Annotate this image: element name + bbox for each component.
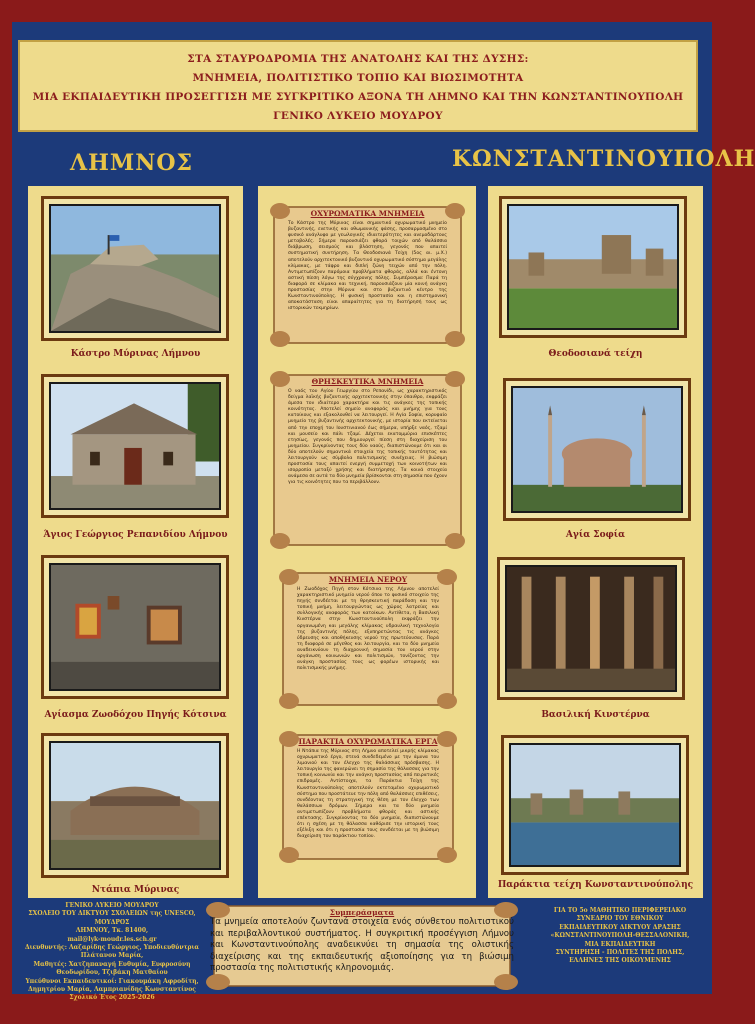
conclusion-scroll bbox=[204, 900, 520, 992]
photo-basilica-cistern bbox=[505, 565, 677, 692]
caption-coastal-walls: Παράκτια τείχη Κωνσταντινούπολης bbox=[497, 880, 694, 890]
hagia-sophia-image bbox=[513, 388, 681, 511]
conference-info-line: ΕΚΠΑΙΔΕΥΤΙΚΟΥ ΔΙΚΤΥΟΥ ΔΡΑΣΗΣ bbox=[559, 923, 681, 931]
school-info-line: Δημητρίου Μαρία, Λαμπριανίδης Κωνσταντίνος bbox=[28, 986, 196, 994]
photo-hagia-sophia bbox=[511, 386, 683, 513]
photo-card-hagia-sophia bbox=[503, 378, 691, 521]
photo-card-basilica-cistern bbox=[497, 557, 685, 700]
scroll-content bbox=[288, 377, 447, 543]
school-info bbox=[22, 902, 202, 1003]
scroll-water bbox=[275, 565, 461, 713]
school-info-line: Διευθυντής: Λαζαρίδης Γεώργιος, Υποδιευθύντρια Πλάτανου Μαρία, bbox=[24, 944, 200, 960]
school-info-line: Μαθητές: Χατζηπαναγή Ευθυμία, Ευφροσύνη Θεοδωρίδου, Τζιβάκη Ματθαίου bbox=[33, 960, 191, 977]
photo-card-myrina-castle bbox=[41, 196, 229, 341]
scroll-religious bbox=[266, 367, 469, 553]
conference-info-line: ΜΙΑ ΕΚΠΑΙΔΕΥΤΙΚΗ bbox=[584, 940, 656, 948]
conference-info bbox=[528, 907, 712, 966]
scroll-content bbox=[288, 209, 447, 341]
sea-walls-image bbox=[511, 745, 679, 865]
header-line-4: ΓΕΝΙΚΟ ΛΥΚΕΙΟ ΜΟΥΔΡΟΥ bbox=[273, 110, 443, 122]
conference-info-line: ΣΥΝΤΗΡΗΣΗ - ΠΟΛΙΤΕΣ ΤΗΣ ΠΟΛΗΣ, bbox=[555, 949, 685, 957]
photo-zoodochos-pigi bbox=[49, 563, 221, 691]
scroll-title: ΜΝΗΜΕΙΑ ΝΕΡΟΥ bbox=[328, 575, 408, 584]
scroll-body: Το Κάστρο της Μύρινας είναι σημαντικό οχυρωματικό μνημείο βυζαντινής, ενετικής και οθωμανικής φάσης, προσαρμοσμένο στο φυσικό ανάγλυφο με γεωλογικές ιδιαιτερότητες και ανεμοδάρτους μεταβολές. Σήμερα παρουσιάζει φθορά τοιχών από θαλάσσια διάβρωση, σεισμούς και βλάστηση, γεγονός που απαιτεί συστηματική συντήρηση. Τα Θεοδοσιανά Τείχη (5ος αι. μ.Χ.) αποτελούν αρχιτεκτονικό βυζαντινό οχυρωματικό σύστημα μεγάλης κλίμακας, με τάφρο και διπλή ζώνη τειχών από την πόλη. Αντιμετωπίζουν παρόμοια προβλήματα φθοράς, αλλά και έντονη αστική πίεση λόγω της σύγχρονης πόλης. Συμπέρασμα: Παρά τη διαφορά σε κλίμακα και τεχνική, παρουσιάζουν μία κοινή ανάγκη προστασίας στην Μύρινα και στο βυζαντινό κέντρο της Κωνσταντινούπολης. Η φυσική προστασία και η επιστημονική αποκατάσταση είναι απαραίτητες για τη διατήρησή τους ως ιστορικών τεκμηρίων. bbox=[288, 221, 447, 312]
caption-basilica-cistern: Βασιλική Κινστέρνα bbox=[541, 710, 650, 720]
caption-hagia-sophia: Αγία Σοφία bbox=[565, 530, 626, 540]
photo-card-agios-georgios bbox=[41, 374, 229, 518]
castle-image bbox=[51, 206, 219, 331]
scroll-title: ΠΑΡΑΚΤΙΑ ΟΧΥΡΩΜΑΤΙΚΑ ΕΡΓΑ bbox=[298, 737, 438, 746]
ruins-image bbox=[51, 743, 219, 868]
school-info-line: ΓΕΝΙΚΟ ΛΥΚΕΙΟ ΜΟΥΔΡΟΥ bbox=[65, 902, 159, 909]
scroll-content bbox=[297, 737, 439, 857]
school-info-line: ΛΗΜΝΟΥ, Τκ. 81400, bbox=[75, 927, 149, 935]
scroll-body: Η Ντάπια της Μύρινας στη Λήμνο αποτελεί μικρής κλίμακας οχυρωματικό έργο, στενά συνδεδεμένο με την άμυνα του λιμανιού και τον έλεγχο της θαλάσσιας πρόσβασης. Η λειτουργία της φανερώνει τη σημασία της θάλασσας για την τοπική κοινωνία και την ανάγκη προστασίας από πειρατικές επιδρομές. Αντίστοιχα, τα Παράκτια Τείχη της Κωνσταντινούπολης αποτελούν εκτεταμένο οχυρωματικό σύστημα που προστάτευε την πόλη από θαλάσσιες επιθέσεις, συνδέοντας τη στρατηγική της θέση με τον έλεγχο των θαλάσσιων δρόμων. Σήμερα και τα δύο μνημεία αντιμετωπίζουν προβλήματα φθοράς και αστικής επέκτασης. Συγκρίνοντας τα δύο μνημεία, διαπιστώνουμε ότι η σχέση με τη θάλασσα καθόρισε την ιστορική τους εξέλιξη και ότι η προστασία τους συνδέεται με τη βιώσιμη διαχείριση του παράκτιου τοπίου. bbox=[297, 749, 439, 840]
caption-theodosian-walls: Θεοδοσιανά τείχη bbox=[548, 349, 643, 359]
photo-card-theodosian-walls bbox=[499, 196, 687, 338]
header-line-3: ΜΙΑ ΕΚΠΑΙΔΕΥΤΙΚΗ ΠΡΟΣΕΓΓΙΣΗ ΜΕ ΣΥΓΚΡΙΤΙΚΟ ΑΞΟΝΑ ΤΗ ΛΗΜΝΟ ΚΑΙ ΤΗΝ ΚΩΝΣΤΑΝΤΙΝΟΥΠΟΛΗ bbox=[32, 91, 684, 103]
caption-dapia-myrinas: Ντάπια Μύρινας bbox=[91, 885, 180, 895]
photo-coastal-walls bbox=[509, 743, 681, 867]
scroll-coastal bbox=[275, 727, 461, 867]
cistern-image bbox=[507, 567, 675, 690]
conference-info-line: ΕΛΛΗΝΕΣ ΤΗΣ ΟΙΚΟΥΜΕΝΗΣ bbox=[569, 957, 671, 965]
caption-myrina-castle: Κάστρο Μύρινας Λήμνου bbox=[70, 349, 201, 359]
chapel-interior-image bbox=[51, 565, 219, 689]
photo-agios-georgios bbox=[49, 382, 221, 510]
conclusion-content bbox=[210, 908, 514, 986]
photo-card-dapia-myrinas bbox=[41, 733, 229, 878]
conclusion-body: Τα μνημεία αποτελούν ζωντανά στοιχεία ενός σύνθετου πολιτιστικού και περιβαλλοντικού συστήματος. Η συγκριτική προσέγγιση Λήμνου και Κωνσταντινούπολης αναδεικνύει τη σημασία της ολιστικής διαχείρισης και της εκπαιδευτικής αξιοποίησης για τη βιώσιμη προστασία της πολιτιστικής κληρονομιάς. bbox=[210, 917, 514, 973]
school-info-line: ΣΧΟΛΕΙΟ ΤΟΥ ΔΙΚΤΥΟΥ ΣΧΟΛΕΙΩΝ της UNESCO, ΜΟΥΔΡΟΣ bbox=[28, 910, 196, 926]
photo-dapia-myrinas bbox=[49, 741, 221, 870]
church-image bbox=[51, 384, 219, 508]
caption-zoodochos-pigi: Αγίασμα Ζωοδόχου Πηγής Κότσινα bbox=[44, 710, 227, 720]
photo-myrina-castle bbox=[49, 204, 221, 333]
photo-theodosian-walls bbox=[507, 204, 679, 330]
lemnos-title: ΛΗΜΝΟΣ bbox=[70, 150, 194, 176]
scroll-title: ΘΡΗΣΚΕΥΤΙΚΑ ΜΝΗΜΕΙΑ bbox=[311, 377, 424, 386]
caption-agios-georgios: Άγιος Γεώργιος Ρεπανιδίου Λήμνου bbox=[43, 530, 228, 540]
conference-info-line: «ΚΩΝΣΤΑΝΤΙΝΟΥΠΟΛΗ-ΘΕΣΣΑΛΟΝΙΚΗ, bbox=[550, 932, 690, 940]
school-info-line: mail@lyk-moudr.les.sch.gr bbox=[67, 935, 157, 943]
school-info-line: Υπεύθυνοι Εκπαιδευτικοί: Γιακουμάκη Αφροδίτη, bbox=[25, 977, 199, 985]
conclusion-title: Συμπεράσματα bbox=[329, 908, 395, 917]
school-info-line: Σχολικό Έτος 2025-2026 bbox=[69, 994, 155, 1002]
scroll-fortifications bbox=[266, 199, 469, 351]
poster-header bbox=[18, 40, 698, 132]
constantinople-title: ΚΩΝΣΤΑΝΤΙΝΟΥΠΟΛΗ bbox=[452, 146, 755, 172]
photo-card-coastal-walls bbox=[501, 735, 689, 875]
scroll-content bbox=[297, 575, 439, 703]
scroll-body: Η Ζωοδόχος Πηγή στον Κότσινα της Λήμνου αποτελεί χαρακτηριστικό μνημείο νερού όπου το φυσικό στοιχείο της πηγής συνδέεται με τη θρησκευτική παράδοση και την τοπική μνήμη, λειτουργώντας ως χώρος λατρείας και συλλογικής αναφοράς των κατοίκων. Αντίθετα, η Βασιλική Κινστέρνα στην Κωνσταντινούπολη εκφράζει την οργανωμένη και μεγάλης κλίμακας υδραυλική τεχνολογία της βυζαντινής πόλης, εξυπηρετώντας τις ανάγκες ύδρευσης και αποθήκευσης νερού της πρωτεύουσας. Παρά τη διαφορά σε μέγεθος και λειτουργία, και τα δύο μνημεία αναδεικνύουν τη διαχρονική σημασία του νερού στην οργάνωση κοινωνιών και πολιτισμών, τονίζοντας την ανάγκη προστασίας τους ως φορέων ιστορικής και πολιτισμικής μνήμης. bbox=[297, 587, 439, 672]
conference-info-line: ΓΙΑ ΤΟ 5ο ΜΑΘΗΤΙΚΟ ΠΕΡΙΦΕΡΕΙΑΚΟ bbox=[553, 907, 687, 914]
walls-image bbox=[509, 206, 677, 328]
header-line-2: ΜΝΗΜΕΙΑ, ΠΟΛΙΤΙΣΤΙΚΟ ΤΟΠΙΟ ΚΑΙ ΒΙΩΣΙΜΟΤΗΤΑ bbox=[192, 72, 524, 84]
scroll-title: ΟΧΥΡΩΜΑΤΙΚΑ ΜΝΗΜΕΙΑ bbox=[310, 209, 425, 218]
photo-card-zoodochos-pigi bbox=[41, 555, 229, 699]
header-line-1: ΣΤΑ ΣΤΑΥΡΟΔΡΟΜΙΑ ΤΗΣ ΑΝΑΤΟΛΗΣ ΚΑΙ ΤΗΣ ΔΥΣΗΣ: bbox=[187, 53, 529, 65]
conference-info-line: ΣΥΝΕΔΡΙΟ ΤΟΥ ΕΘΝΙΚΟΥ bbox=[576, 915, 664, 923]
scroll-body: Ο ναός του Αγίου Γεωργίου στο Ρεπανίδι, ως χαρακτηριστικός δείγμα λαϊκής βυζαντινής αρχιτεκτονικής στην ύπαιθρο, εκφράζει άμεσα τον ιδιαίτερο χαρακτήρα και τις ανάγκες της τοπικής κοινότητας. Αποτελεί σημείο αναφοράς και μνήμης για τους κατοίκους και εξακολουθεί να λειτουργεί. Η Αγία Σοφία, κορυφαίο μνημείο της βυζαντινής αρχιτεκτονικής, με ιστορία που εκτείνεται από την εποχή του Ιουστινιανού έως σήμερα, υπήρξε ναός, τζαμί και μουσείο και πάλι τζαμί. Δέχεται εκατομμύρια επισκέπτες ετησίως, γεγονός που δημιουργεί πίεση στη διαχείριση του μνημείου. Συγκρίνοντας τους δύο ναούς, διαπιστώνουμε ότι και οι δύο αποτελούν σημαντικά στοιχεία της τοπικής ταυτότητας και λειτουργούν ως σύμβολα πολιτισμικής συνέχειας. Η βιώσιμη προστασία τους απαιτεί ενεργή συμμετοχή των κοινοτήτων και ισορροπία μεταξύ χρήσης και διατήρησης. Τα κοινά στοιχεία ανάμεσα σε αυτά τα δύο μνημεία βρίσκονται στη σημασία που έχουν για τις κοινότητες που τα περιβάλλουν. bbox=[288, 389, 447, 486]
